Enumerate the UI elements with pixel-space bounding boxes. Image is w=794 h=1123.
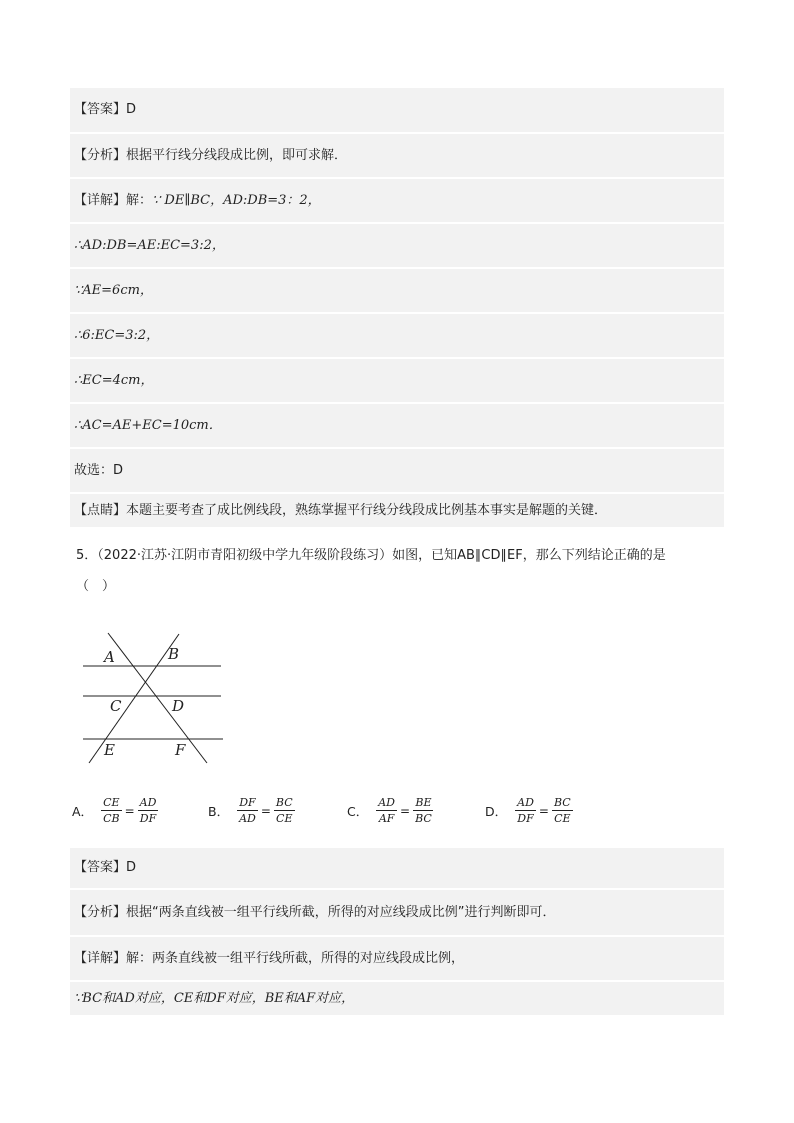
analysis-line: 【分析】根据平行线分线段成比例，即可求解． xyxy=(70,133,724,177)
answer-line: 【答案】D xyxy=(70,848,724,888)
choice-line: 故选：D xyxy=(70,448,724,492)
parallel-lines-figure xyxy=(75,628,235,768)
step-line-3: ∴6:EC=3:2， xyxy=(70,313,724,357)
comment-line: 【点睛】本题主要考查了成比例线段，熟练掌握平行线分线段成比例基本事实是解题的关键． xyxy=(70,493,724,527)
question-5-stem: 5．（2022·江苏·江阴市青阳初级中学九年级阶段练习）如图，已知AB∥CD∥EF，那么下列结论正确的是 xyxy=(76,548,666,563)
fraction: $\frac{BC}{CE}$ xyxy=(553,796,571,825)
fraction: $\frac{AD}{AF}$ xyxy=(378,796,395,825)
fraction: $\frac{AD}{DF}$ xyxy=(139,796,157,825)
step-line-2: ∵AE=6cm， xyxy=(70,268,724,312)
label-f: F xyxy=(175,741,186,759)
fraction: $\frac{DF}{AD}$ xyxy=(239,796,256,825)
option-b[interactable]: B． $\frac{DF}{AD}$ = $\frac{BC}{CE}$ xyxy=(208,796,293,825)
detail-line: 【详解】解： ∵ DE∥BC，AD:DB=3：2， xyxy=(70,178,724,222)
option-a[interactable]: A． $\frac{CE}{CB}$ = $\frac{AD}{DF}$ xyxy=(72,796,157,825)
option-d[interactable]: D． $\frac{AD}{DF}$ = $\frac{BC}{CE}$ xyxy=(485,796,571,825)
step-line-5: ∴AC=AE+EC=10cm． xyxy=(70,403,724,447)
fraction: $\frac{BE}{BC}$ xyxy=(415,796,432,825)
label-d: D xyxy=(172,697,185,715)
question-5-blank: （ ） xyxy=(76,579,116,594)
label-c: C xyxy=(110,697,122,715)
label-a: A xyxy=(104,648,115,666)
label-b: B xyxy=(168,645,180,663)
transversal-1 xyxy=(108,633,207,763)
label-e: E xyxy=(104,741,115,759)
answer-line: 【答案】D xyxy=(70,88,724,132)
transversal-2 xyxy=(89,634,179,763)
step-line-1: ∵BC和AD对应，CE和DF对应，BE和AF对应， xyxy=(70,981,724,1015)
fraction: $\frac{CE}{CB}$ xyxy=(103,796,120,825)
option-c[interactable]: C． $\frac{AD}{AF}$ = $\frac{BE}{BC}$ xyxy=(347,796,432,825)
analysis-line: 【分析】根据“两条直线被一组平行线所截，所得的对应线段成比例”进行判断即可． xyxy=(70,889,724,935)
fraction: $\frac{AD}{DF}$ xyxy=(517,796,534,825)
detail-line: 【详解】解：两条直线被一组平行线所截，所得的对应线段成比例， xyxy=(70,936,724,980)
fraction: $\frac{BC}{CE}$ xyxy=(275,796,293,825)
step-line-1: ∴AD:DB=AE:EC=3:2， xyxy=(70,223,724,267)
step-line-4: ∴EC=4cm， xyxy=(70,358,724,402)
